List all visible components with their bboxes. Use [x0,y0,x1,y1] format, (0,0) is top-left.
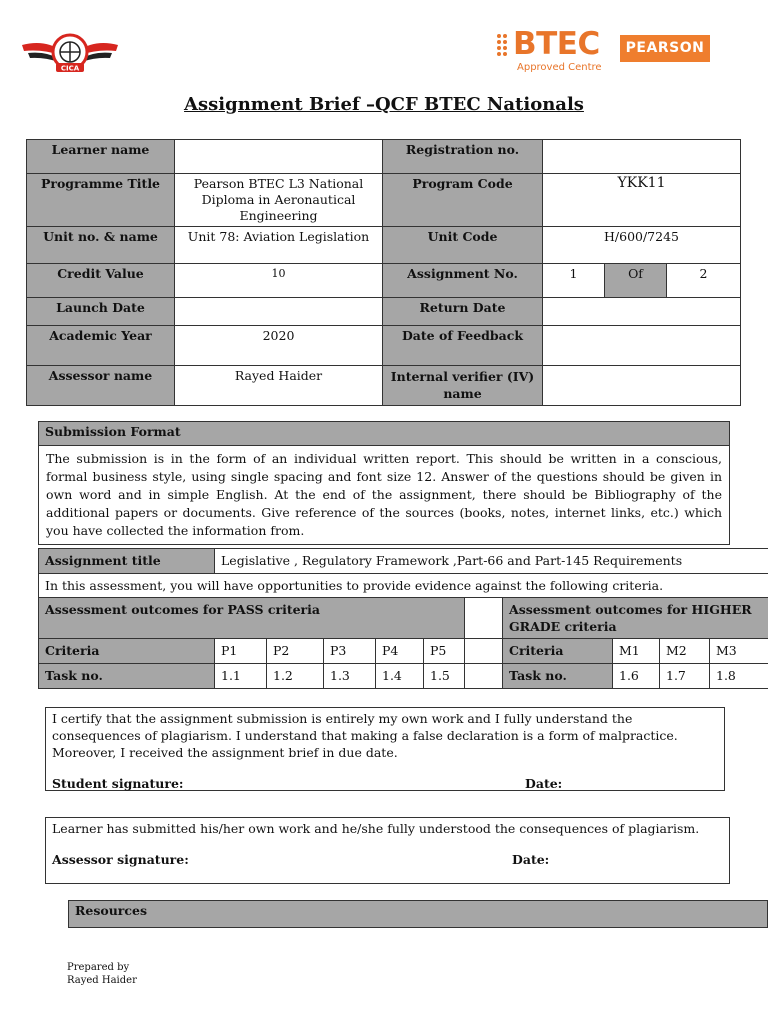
pass-criterion: P3 [324,639,376,664]
of-label: Of [605,264,667,298]
assessor-declaration-box [45,817,730,884]
submission-format-box [38,421,730,545]
program-code-label: Program Code [383,174,543,227]
programme-title-label: Programme Title [27,174,175,227]
launch-date-label: Launch Date [27,298,175,326]
pass-criterion: P2 [267,639,324,664]
submission-format-heading: Submission Format [39,422,729,446]
pass-criterion: P4 [376,639,424,664]
program-code-value: YKK11 [543,174,741,227]
academic-year-label: Academic Year [27,326,175,366]
certification-text: I certify that the assignment submission is entirely my own work and I fully understand the consequences of plagiarism. I understand that making a false declaration is a form of malpractice. Moreover, I received the assignment brief in due date. [52,711,678,760]
pass-task: 1.1 [215,664,267,689]
registration-value[interactable] [543,140,741,174]
student-signature-label: Student signature: [52,776,184,791]
cica-emblem-icon [20,25,120,83]
feedback-date-label: Date of Feedback [383,326,543,366]
assessor-name-label: Assessor name [27,366,175,406]
btec-dots-icon [495,32,513,58]
criteria-label: Criteria [39,639,215,664]
higher-grade-header: Assessment outcomes for HIGHER GRADE criteria [503,598,768,639]
programme-title-value: Pearson BTEC L3 National Diploma in Aeronautical Engineering [175,174,383,227]
student-certification-box [45,707,725,791]
assessor-name-value: Rayed Haider [175,366,383,406]
submission-format-text: The submission is in the form of an individual written report. This should be written in a conscious, formal business style, using single spacing and font size 12. Answer of the questions should be given in own word and in simple English. At the end of the assignment, there should be Bibliography of the additional papers or documents. Give reference of the sources (books, notes, internet links, etc.) which you have collected the information from. [46,451,722,538]
pearson-wordmark: PEARSON [620,35,710,62]
cica-logo [20,25,120,83]
pass-task: 1.5 [424,664,465,689]
student-date-label: Date: [525,776,563,791]
assessor-date-label: Date: [512,852,550,867]
resources-heading: Resources [68,900,768,928]
academic-year-value: 2020 [175,326,383,366]
assessor-declaration-text: Learner has submitted his/her own work and he/she fully understood the consequences of plagiarism. [52,821,700,836]
prepared-by [67,961,137,987]
credit-value-label: Credit Value [27,264,175,298]
learner-name-label: Learner name [27,140,175,174]
return-date-label: Return Date [383,298,543,326]
assignment-no-label: Assignment No. [383,264,543,298]
feedback-date-value[interactable] [543,326,741,366]
assignment-title-value: Legislative , Regulatory Framework ,Part-66 and Part-145 Requirements [215,549,768,574]
criteria-spacer [465,664,503,689]
unit-label: Unit no. & name [27,227,175,264]
criteria-spacer [465,639,503,664]
higher-criterion: M3 [710,639,768,664]
learner-name-value[interactable] [175,140,383,174]
higher-task: 1.7 [660,664,710,689]
btec-approved-centre: Approved Centre [517,62,602,73]
pass-criterion: P1 [215,639,267,664]
btec-pearson-logo [495,28,713,76]
pass-criterion: P5 [424,639,465,664]
assessment-criteria-table [38,548,768,689]
pass-task: 1.4 [376,664,424,689]
higher-criterion: M1 [613,639,660,664]
unit-code-label: Unit Code [383,227,543,264]
pass-criteria-header: Assessment outcomes for PASS criteria [39,598,465,639]
assessment-intro: In this assessment, you will have opportunities to provide evidence against the following criteria. [39,574,768,598]
higher-task: 1.8 [710,664,768,689]
higher-criteria-label: Criteria [503,639,613,664]
assessor-signature-label: Assessor signature: [52,852,189,867]
return-date-value[interactable] [543,298,741,326]
assignment-total-value: 2 [667,264,741,298]
prepared-by-name: Rayed Haider [67,975,137,986]
task-no-label: Task no. [39,664,215,689]
launch-date-value[interactable] [175,298,383,326]
unit-value: Unit 78: Aviation Legislation [175,227,383,264]
page-title: Assignment Brief –QCF BTEC Nationals [184,94,584,115]
internal-verifier-label: Internal verifier (IV) name [383,366,543,406]
btec-wordmark: BTEC [513,26,600,62]
pass-task: 1.2 [267,664,324,689]
credit-value: 10 [175,264,383,298]
assignment-title-label: Assignment title [39,549,215,574]
higher-criterion: M2 [660,639,710,664]
pass-task: 1.3 [324,664,376,689]
svg-text:CICA: CICA [60,64,80,73]
internal-verifier-value[interactable] [543,366,741,406]
registration-label: Registration no. [383,140,543,174]
criteria-spacer [465,598,503,639]
higher-task-no-label: Task no. [503,664,613,689]
unit-code-value: H/600/7245 [543,227,741,264]
prepared-by-label: Prepared by [67,962,130,973]
assignment-info-table [26,139,741,406]
higher-task: 1.6 [613,664,660,689]
assignment-no-value: 1 [543,264,605,298]
